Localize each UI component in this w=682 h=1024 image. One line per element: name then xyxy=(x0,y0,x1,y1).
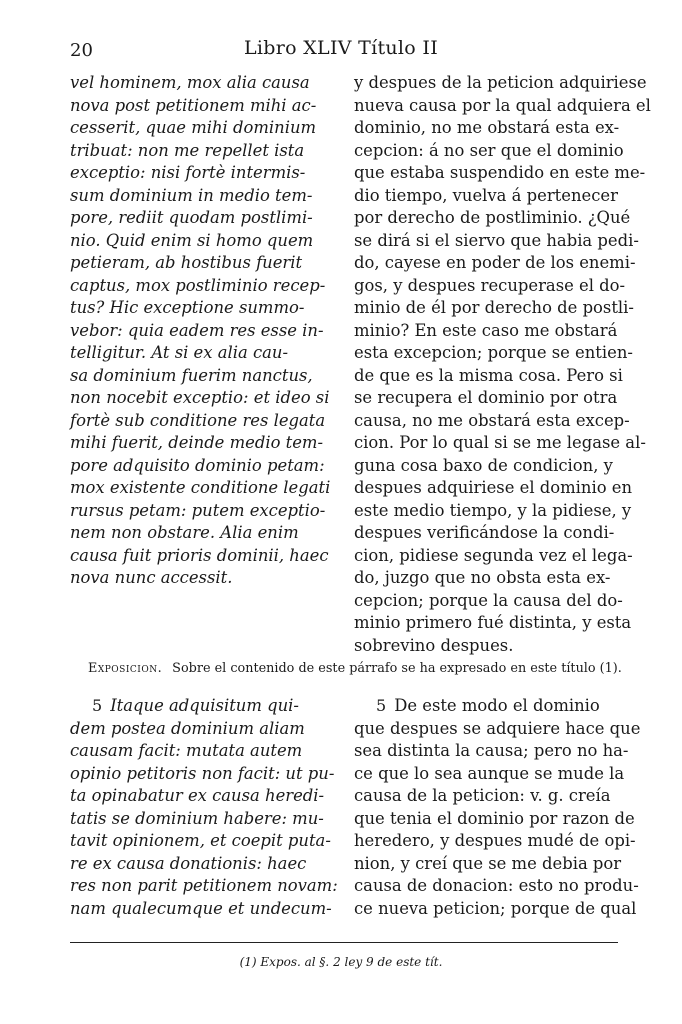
text-line xyxy=(354,830,640,853)
text-line xyxy=(70,740,338,763)
line-text: causa, no me obstará esta excep- xyxy=(354,410,630,430)
line-text: ce nueva peticion; porque de qual xyxy=(354,898,637,918)
line-text: Itaque adquisitum qui- xyxy=(110,696,299,715)
text-line xyxy=(354,590,651,613)
line-text: despues adquiriese el dominio en xyxy=(354,478,633,497)
line-text: minio primero fué distinta, y esta xyxy=(354,613,632,632)
text-line xyxy=(70,162,330,185)
line-text: nova post petitionem mihi ac- xyxy=(70,95,317,115)
text-line xyxy=(70,140,330,163)
text-line xyxy=(354,252,651,275)
text-line xyxy=(70,808,338,831)
line-text: do, juzgo que no obsta esta ex- xyxy=(354,568,611,587)
text-line xyxy=(70,455,330,478)
text-line xyxy=(70,95,330,118)
text-line xyxy=(70,252,330,275)
line-text: cion, pidiese segunda vez el lega- xyxy=(354,545,633,565)
text-line xyxy=(354,95,651,118)
line-text: este medio tiempo, y la pidiese, y xyxy=(354,500,632,520)
text-line xyxy=(70,365,330,388)
text-line xyxy=(354,500,651,523)
text-line xyxy=(70,830,338,853)
text-line xyxy=(70,320,330,343)
line-text: guna cosa baxo de condicion, y xyxy=(354,455,613,475)
footnote-rule xyxy=(70,942,618,943)
line-text: vel hominem, mox alia causa xyxy=(70,73,310,92)
line-text: sum dominium in medio tem- xyxy=(70,185,313,205)
text-line xyxy=(70,432,330,455)
line-text: do, cayese en poder de los enemi- xyxy=(354,253,636,272)
line-text: re ex causa donationis: haec xyxy=(70,853,307,873)
line-text: causa de la peticion: v. g. creía xyxy=(354,786,611,805)
text-line xyxy=(354,695,640,718)
text-line xyxy=(354,140,651,163)
latin-column-top xyxy=(70,72,330,590)
page-number: 20 xyxy=(70,40,93,61)
line-text: ta opinabatur ex causa heredi- xyxy=(70,786,325,805)
line-text: minio de él por derecho de postli- xyxy=(354,298,634,317)
line-text: tribuat: non me repellet ista xyxy=(70,140,305,160)
line-text: de que es la misma cosa. Pero si xyxy=(354,365,623,385)
text-line xyxy=(354,522,651,545)
line-text: y despues de la peticion adquiriese xyxy=(354,73,647,92)
line-text: non nocebit exceptio: et ideo si xyxy=(70,388,330,407)
text-line xyxy=(70,695,338,718)
text-line xyxy=(354,875,640,898)
line-text: causa fuit prioris dominii, haec xyxy=(70,545,329,565)
line-text: telligitur. At si ex alia cau- xyxy=(70,343,288,362)
text-line xyxy=(354,117,651,140)
line-text: cion. Por lo qual si se me legase al- xyxy=(354,433,646,452)
text-line xyxy=(70,500,330,523)
text-line xyxy=(354,185,651,208)
text-line xyxy=(354,365,651,388)
text-line xyxy=(354,320,651,343)
line-text: causa de donacion: esto no produ- xyxy=(354,876,639,895)
line-text: rursus petam: putem exceptio- xyxy=(70,500,326,520)
line-text: mihi fuerit, deinde medio tem- xyxy=(70,433,324,452)
text-line xyxy=(70,522,330,545)
line-text: exceptio: nisi fortè intermis- xyxy=(70,163,306,182)
section-number: 5 xyxy=(92,696,103,715)
line-text: opinio petitoris non facit: ut pu- xyxy=(70,763,335,783)
text-line xyxy=(354,455,651,478)
line-text: causam facit: mutata autem xyxy=(70,741,303,760)
line-text: gos, y despues recuperase el do- xyxy=(354,275,626,295)
text-line xyxy=(70,875,338,898)
line-text: ce que lo sea aunque se mude la xyxy=(354,763,625,783)
line-text: esta excepcion; porque se entien- xyxy=(354,343,633,362)
line-text: nio. Quid enim si homo quem xyxy=(70,230,314,250)
line-text: res non parit petitionem novam: xyxy=(70,876,338,895)
text-line xyxy=(70,567,330,590)
text-line xyxy=(70,410,330,433)
text-line xyxy=(354,275,651,298)
text-line xyxy=(354,763,640,786)
text-line xyxy=(354,853,640,876)
text-line xyxy=(70,117,330,140)
text-line xyxy=(354,785,640,808)
text-line xyxy=(70,72,330,95)
line-text: dominio, no me obstará esta ex- xyxy=(354,118,620,137)
line-text: heredero, y despues mudé de opi- xyxy=(354,831,636,850)
text-line xyxy=(70,275,330,298)
line-text: pore adquisito dominio petam: xyxy=(70,455,325,475)
line-text: que tenia el dominio por razon de xyxy=(354,808,635,828)
line-text: fortè sub conditione res legata xyxy=(70,410,326,430)
text-line xyxy=(70,477,330,500)
spanish-column-section5 xyxy=(354,695,640,920)
line-text: pore, rediit quodam postlimi- xyxy=(70,208,313,227)
line-text: cepcion: á no ser que el dominio xyxy=(354,140,624,160)
text-line xyxy=(70,207,330,230)
text-line xyxy=(354,342,651,365)
spanish-column-top xyxy=(354,72,651,657)
line-text: tavit opinionem, et coepit puta- xyxy=(70,831,331,850)
running-title: Libro XLIV Título II xyxy=(243,37,438,59)
line-text: por derecho de postliminio. ¿Qué xyxy=(354,208,631,227)
line-text: De este modo el dominio xyxy=(394,696,600,715)
line-text: sa dominium fuerim nanctus, xyxy=(70,365,313,385)
text-line xyxy=(354,207,651,230)
line-text: se dirá si el siervo que habia pedi- xyxy=(354,230,639,250)
text-line xyxy=(354,432,651,455)
text-line xyxy=(354,162,651,185)
text-line xyxy=(354,545,651,568)
line-text: nueva causa por la qual adquiera el xyxy=(354,95,651,115)
line-text: despues verificándose la condi- xyxy=(354,523,615,542)
text-line xyxy=(70,230,330,253)
line-text: que despues se adquiere hace que xyxy=(354,718,641,738)
text-line xyxy=(354,72,651,95)
line-text: nam qualecumque et undecum- xyxy=(70,898,332,918)
section-number: 5 xyxy=(376,696,387,715)
text-line xyxy=(70,545,330,568)
line-text: petieram, ab hostibus fuerit xyxy=(70,253,303,272)
line-text: se recupera el dominio por otra xyxy=(354,388,618,407)
line-text: tatis se dominium habere: mu- xyxy=(70,808,324,828)
text-line xyxy=(354,410,651,433)
text-line xyxy=(70,763,338,786)
line-text: sobrevino despues. xyxy=(354,635,514,655)
text-line xyxy=(354,477,651,500)
text-line xyxy=(354,635,651,658)
text-line xyxy=(354,898,640,921)
text-line xyxy=(70,718,338,741)
text-line xyxy=(70,185,330,208)
text-line xyxy=(354,612,651,635)
text-line xyxy=(70,853,338,876)
text-line xyxy=(354,718,640,741)
text-line xyxy=(354,740,640,763)
text-line xyxy=(70,387,330,410)
line-text: cepcion; porque la causa del do- xyxy=(354,590,623,610)
line-text: nova nunc accessit. xyxy=(70,568,233,587)
footnote: (1) Expos. al §. 2 ley 9 de este tít. xyxy=(239,955,443,969)
exposicion-label: Exposicion. xyxy=(88,661,163,676)
line-text: cesserit, quae mihi dominium xyxy=(70,118,317,137)
line-text: dem postea dominium aliam xyxy=(70,718,305,738)
line-text: sea distinta la causa; pero no ha- xyxy=(354,741,629,760)
line-text: nem non obstare. Alia enim xyxy=(70,523,299,542)
text-line xyxy=(354,808,640,831)
line-text: nion, y creí que se me debia por xyxy=(354,853,622,873)
line-text: tus? Hic exceptione summo- xyxy=(70,298,305,317)
text-line xyxy=(70,297,330,320)
text-line xyxy=(70,342,330,365)
line-text: vebor: quia eadem res esse in- xyxy=(70,320,324,340)
text-line xyxy=(354,297,651,320)
text-line xyxy=(70,898,338,921)
line-text: mox existente conditione legati xyxy=(70,478,331,497)
text-line xyxy=(70,785,338,808)
line-text: captus, mox postliminio recep- xyxy=(70,275,326,295)
exposicion-note xyxy=(88,661,622,676)
line-text: dio tiempo, vuelva á pertenecer xyxy=(354,185,618,205)
text-line xyxy=(354,567,651,590)
text-line xyxy=(354,387,651,410)
line-text: que estaba suspendido en este me- xyxy=(354,163,646,182)
text-line xyxy=(354,230,651,253)
exposicion-text: Sobre el contenido de este párrafo se ha expresado en este título (1). xyxy=(172,661,622,676)
latin-column-section5 xyxy=(70,695,338,920)
line-text: minio? En este caso me obstará xyxy=(354,320,618,340)
